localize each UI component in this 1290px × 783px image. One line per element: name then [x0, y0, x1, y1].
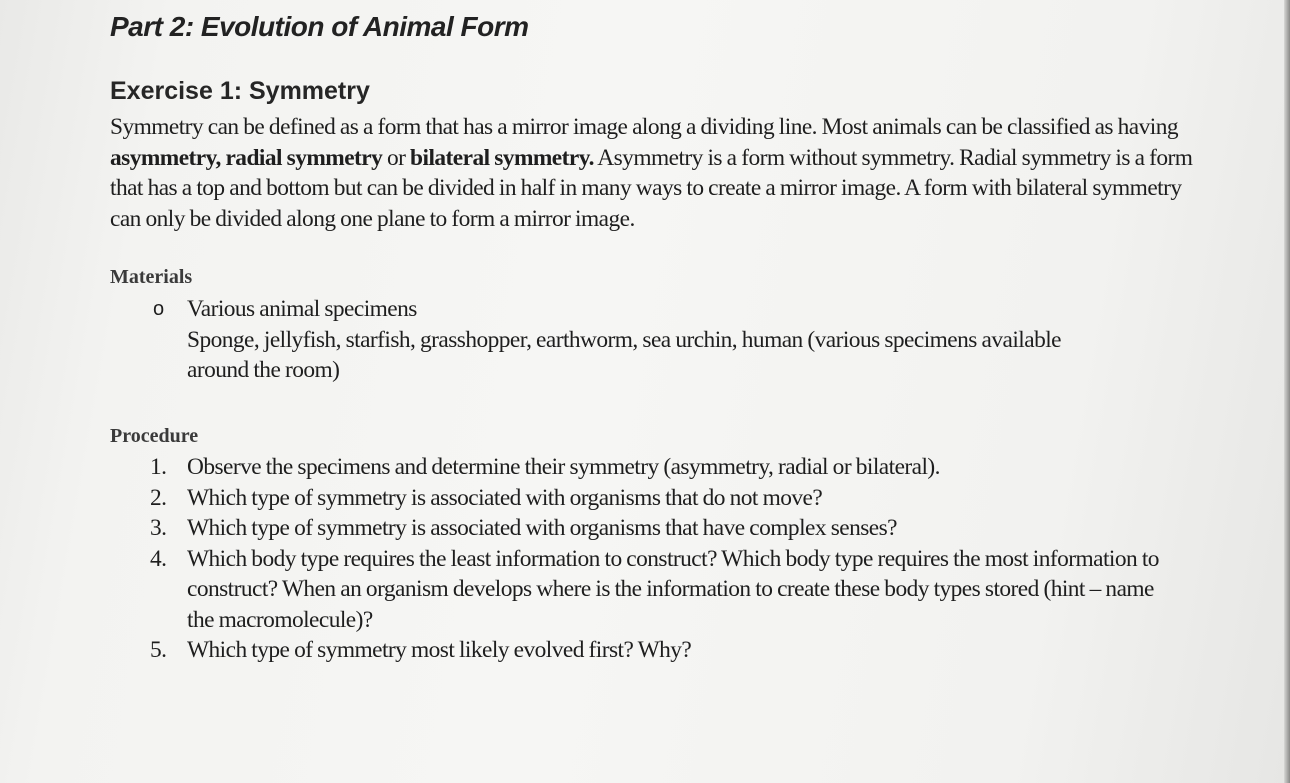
bullet-icon: o: [153, 298, 164, 320]
step-number: 1.: [150, 454, 167, 480]
step-text: Which type of symmetry is associated with organisms that have complex senses?: [187, 515, 897, 541]
worksheet: [110, 8, 1200, 666]
page-edge: [1284, 0, 1290, 783]
intro-text-2: or: [382, 144, 411, 171]
procedure-step-1: [110, 452, 1177, 483]
materials-detail: Sponge, jellyfish, starfish, grasshopper, earthworm, sea urchin, human (various specimens available around the room): [187, 327, 1061, 383]
step-text: Observe the specimens and determine their symmetry (asymmetry, radial or bilateral).: [187, 454, 940, 480]
procedure-step-3: [110, 513, 1177, 544]
step-text: Which type of symmetry is associated with organisms that do not move?: [187, 484, 823, 511]
procedure-heading: Procedure: [110, 425, 199, 447]
step-text: Which type of symmetry most likely evolved first? Why?: [187, 637, 692, 663]
materials-list: [110, 294, 1200, 325]
intro-bold-terms-1: asymmetry, radial symmetry: [110, 144, 383, 171]
intro-paragraph: [110, 112, 1200, 234]
materials-heading: Materials: [110, 266, 193, 288]
intro-text-3: Asymmetry is a form without symmetry. Radial symmetry is a form that has a top and bottom but can be divided in half in many ways to create a mirror image. A form with bilateral symmetry can only be divided along one plane to form a mirror image.: [110, 144, 1193, 232]
step-number: 3.: [150, 515, 167, 541]
exercise-title: Exercise 1: Symmetry: [110, 77, 370, 105]
procedure-step-2: [110, 483, 1177, 514]
step-number: 2.: [150, 484, 167, 511]
procedure-step-4: [110, 544, 1177, 636]
step-text: Which body type requires the least information to construct? Which body type requires the most information to construct? When an organism develops where is the information to create these body types stored (hint – name the macromolecule)?: [187, 545, 1159, 633]
step-number: 4.: [150, 545, 167, 572]
procedure-step-5: [110, 635, 1177, 666]
materials-item-text: Various animal specimens: [187, 296, 417, 322]
intro-bold-terms-2: bilateral symmetry.: [410, 144, 594, 171]
intro-text-1: Symmetry can be defined as a form that has a mirror image along a dividing line. Most animals can be classified as having: [110, 114, 1179, 140]
procedure-list: [110, 452, 1200, 666]
step-number: 5.: [150, 637, 167, 663]
part-title: Part 2: Evolution of Animal Form: [110, 11, 529, 42]
materials-item: [110, 294, 1200, 325]
